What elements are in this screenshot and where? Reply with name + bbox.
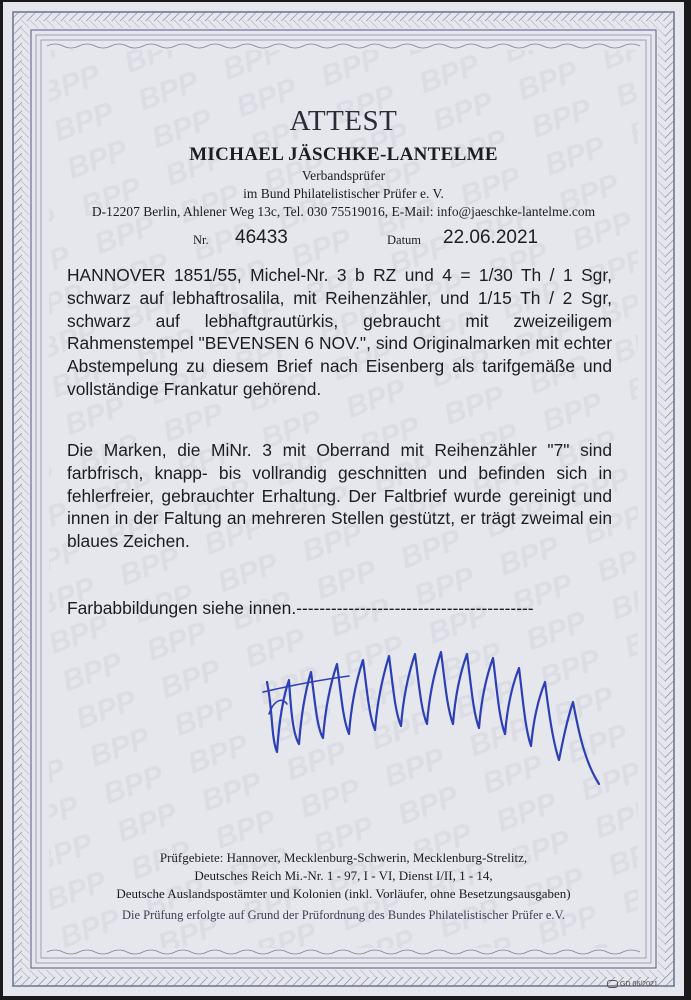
badge-text: GD 06/2021 xyxy=(620,980,658,988)
print-badge xyxy=(607,980,658,988)
certificate-number-label: Nr. xyxy=(193,233,209,247)
badge-icon xyxy=(607,980,618,988)
color-images-note: Farbabbildungen siehe innen.----------------------------------------- xyxy=(67,598,534,618)
certificate-date: 22.06.2021 xyxy=(443,227,539,248)
examiner-address: D-12207 Berlin, Ahlener Weg 13c, Tel. 030 75519016, E-Mail: info@jaeschke-lantelme.com xyxy=(91,204,596,219)
examiner-role: Verbandsprüfer xyxy=(301,168,386,183)
certificate-page xyxy=(3,2,684,996)
description-paragraph: HANNOVER 1851/55, Michel-Nr. 3 b RZ und 4 = 1/30 Th / 1 Sgr, schwarz auf lebhaftrosalila, mit Reihenzähler, und 1/15 Th / 2 Sgr, schwarz auf lebhaftgrautürkis, gebraucht mit zweizeiligem Rahmenstempel "BEVENSEN 6 NOV.", sind Originalmarken mit echter Abstempelung zu diesem Brief nach Eisenberg als tarifgemäße und vollständige Frankatur gehörend. xyxy=(67,265,612,399)
examiner-name: MICHAEL JÄSCHKE-LANTELME xyxy=(189,144,498,165)
footer-areas-line3: Deutsche Auslandspostämter und Kolonien (inkl. Vorläufer, ohne Besetzungsausgaben) xyxy=(116,886,571,901)
examiner-association: im Bund Philatelistischer Prüfer e. V. xyxy=(243,186,444,201)
footer-areas-line2: Deutsches Reich Mi.-Nr. 1 - 97, I - VI, Dienst I/II, 1 - 14, xyxy=(194,868,493,883)
certificate-title: ATTEST xyxy=(289,105,398,137)
signature xyxy=(259,642,619,792)
condition-paragraph: Die Marken, die MiNr. 3 mit Oberrand mit Reihenzähler "7" sind farbfrisch, knapp- bis vollrandig geschnitten und befinden sich in fehlerfreier, gebrauchter Erhaltung. Der Faltbrief wurde gereinigt und innen in der Faltung an mehreren Stellen gestützt, er trägt zweimal ein blaues Zeichen. xyxy=(67,440,612,552)
footer-areas-line1: Prüfgebiete: Hannover, Mecklenburg-Schwerin, Mecklenburg-Strelitz, xyxy=(159,850,528,865)
footer-legal-note: Die Prüfung erfolgte auf Grund der Prüfordnung des Bundes Philatelistischer Prüfer e.V. xyxy=(121,908,566,922)
date-label: Datum xyxy=(387,233,422,247)
certificate-number: 46433 xyxy=(235,227,288,248)
